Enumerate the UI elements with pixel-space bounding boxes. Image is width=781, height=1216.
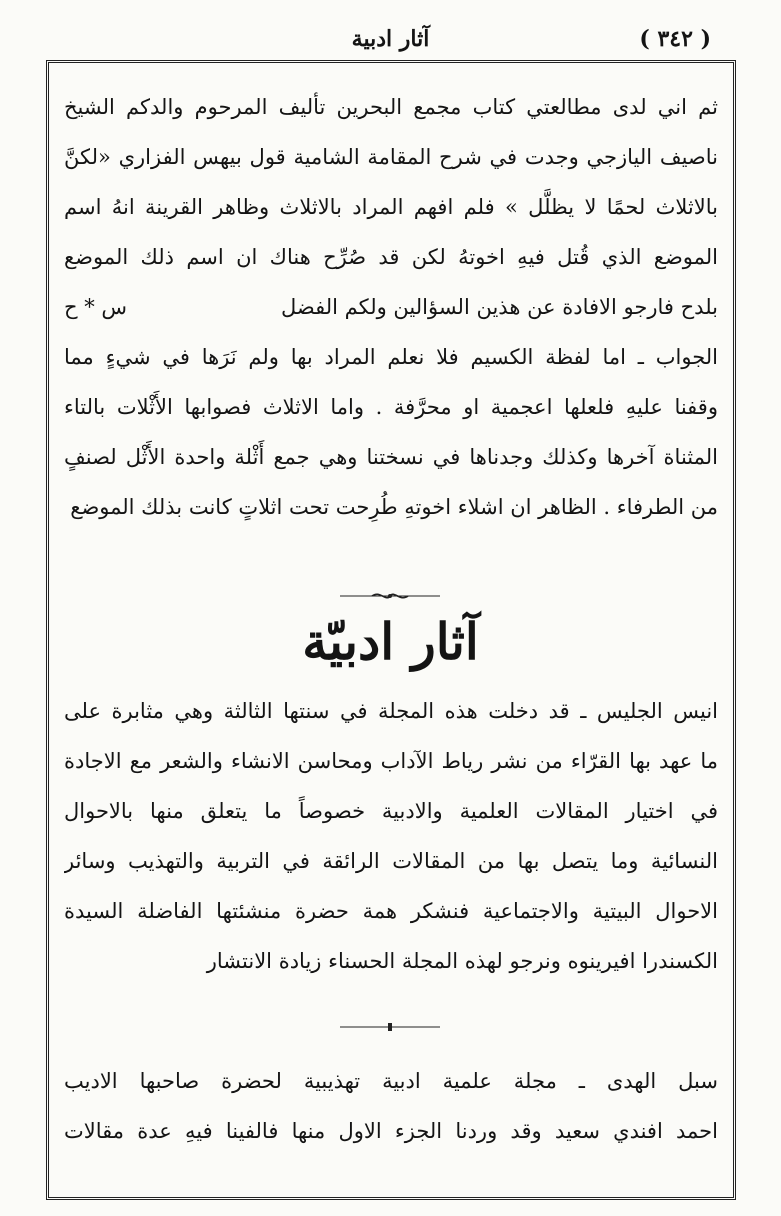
review-line: انيس الجليس ـ قد دخلت هذه المجلة في سنتها الثالثة وهي مثابرة على — [64, 699, 718, 723]
running-title: آثار ادبية — [351, 26, 430, 52]
answer-line: من الطرفاء . الظاهر ان اشلاء اخوتهِ طُرِحت تحت اثلاتٍ كانت بذلك الموضع — [70, 495, 718, 519]
review-line: احمد افندي سعيد وقد وردنا الجزء الاول منها فالفينا فيهِ عدة مقالات — [64, 1119, 718, 1143]
signature: س * ح — [64, 295, 128, 319]
text-line: بالاثلاث لحمًا لا يظلَّل » فلم افهم المراد بالاثلاث وظاهر القرينة انهُ اسم — [64, 195, 718, 219]
review-line: سبل الهدى ـ مجلة علمية ادبية تهذيبية لحضرة صاحبها الاديب — [64, 1069, 718, 1093]
review-line: الكسندرا افيرينوه ونرجو لهذه المجلة الحسناء زيادة الانتشار — [206, 949, 718, 973]
signed-line — [64, 282, 718, 332]
flourish-divider — [340, 590, 440, 602]
section-title: آثار ادبيّة — [302, 612, 479, 671]
page-number: ( ٣٤٢ ) — [639, 26, 711, 52]
text-line: ناصيف اليازجي وجدت في شرح المقامة الشامية قول بيهس الفزاري «لكنَّ — [64, 145, 718, 169]
answer-line: وقفنا عليهِ فلعلها اعجمية او محرَّفة . واما الاثلاث فصوابها الأَثْلات بالتاء — [64, 395, 718, 419]
review-line: في اختيار المقالات العلمية والادبية خصوصاً ما يتعلق منها بالاحوال — [64, 799, 718, 823]
review-line: النسائية وما يتصل بها من المقالات الرائقة في التربية والتهذيب وسائر — [64, 849, 718, 873]
review-line: ما عهد بها القرّاء من نشر رياط الآداب ومحاسن الانشاء والشعر مع الاجادة — [64, 749, 718, 773]
qa-section — [64, 82, 718, 532]
separator-rule — [340, 1022, 440, 1032]
running-head — [0, 22, 781, 58]
text-line: ثم اني لدى مطالعتي كتاب مجمع البحرين تأليف المرحوم والدكم الشيخ — [64, 95, 718, 119]
question-closing: بلدح فارجو الافادة عن هذين السؤالين ولكم الفضل — [280, 295, 718, 319]
review-subul-al-huda — [64, 1056, 718, 1156]
review-line: الاحوال البيتية والاجتماعية فنشكر همة حضرة منشئتها الفاضلة السيدة — [64, 899, 718, 923]
review-anis-al-jalis — [64, 686, 718, 986]
answer-line: الجواب ـ اما لفظة الكسيم فلا نعلم المراد بها ولم نَرَها في شيءٍ مما — [64, 345, 718, 369]
answer-line: المثناة آخرها وكذلك وجدناها في نسختنا وهي جمع أَثْلة واحدة الأَثْل لصنفٍ — [64, 445, 718, 469]
text-line: الموضع الذي قُتل فيهِ اخوتهُ لكن قد صُرِّح هناك ان اسم ذلك الموضع — [64, 245, 718, 269]
